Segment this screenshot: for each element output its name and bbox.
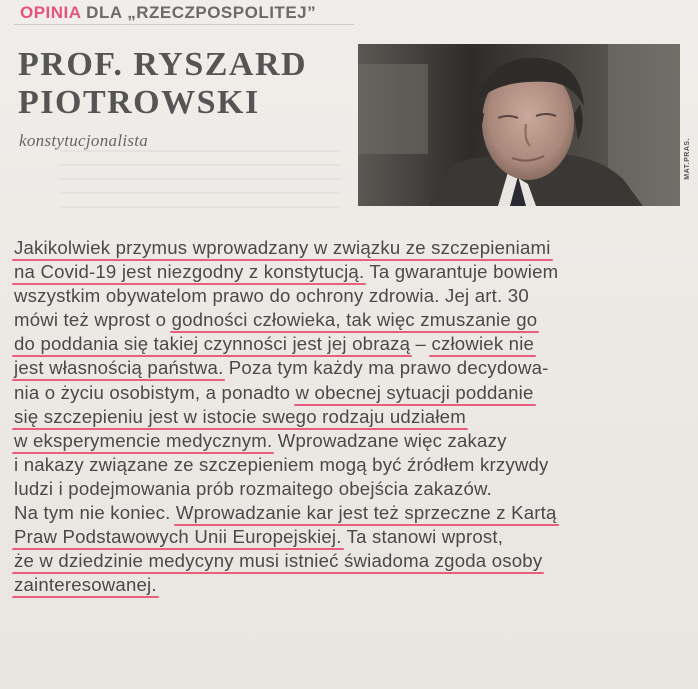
article-body — [14, 236, 694, 597]
text-segment: nia o życiu osobistym, a ponadto — [14, 381, 296, 403]
author-name-line1: PROF. RYSZARD — [18, 46, 308, 83]
bleed-through-texture — [60, 150, 340, 220]
article-line — [14, 429, 694, 453]
text-segment: Ta stanowi wprost, — [341, 526, 504, 548]
text-segment: – — [410, 333, 432, 355]
section-kicker — [20, 3, 316, 23]
article-line — [14, 477, 694, 501]
underlined-text: jest własnością państwa. — [14, 357, 224, 379]
article-line — [14, 501, 694, 525]
text-segment: Na tym nie koniec. — [14, 502, 176, 524]
underlined-text: Wprowadzanie kar jest też sprzeczne z Kartą — [175, 502, 557, 524]
underlined-text: na Covid-19 jest niezgodny z konstytucją. — [14, 261, 365, 283]
underlined-text: zainteresowanej. — [14, 574, 157, 596]
article-line — [14, 236, 694, 260]
underlined-text: że w dziedzinie medycyny musi istnieć świadoma zgoda osoby — [14, 550, 543, 572]
text-segment: Poza tym każdy ma prawo decydowa- — [223, 357, 549, 379]
article-line — [14, 573, 694, 597]
author-role: konstytucjonalista — [19, 131, 149, 150]
kicker-dla-rzeczpospolitej: DLA „RZECZPOSPOLITEJ” — [86, 3, 317, 22]
article-line — [14, 284, 694, 308]
article-line — [14, 308, 694, 332]
underlined-text: Praw Podstawowych Unii Europejskiej. — [14, 526, 342, 548]
text-segment: mówi też wprost o — [14, 309, 172, 331]
portrait-image — [358, 44, 680, 206]
article-line — [14, 525, 694, 549]
article-line — [14, 260, 694, 284]
top-rule — [14, 24, 354, 25]
text-segment: ludzi i podejmowania prób rozmaitego obejścia zakazów. — [14, 477, 492, 499]
underlined-text: się szczepieniu jest w istocie swego rodzaju udziałem — [14, 405, 466, 427]
underlined-text: Jakikolwiek przymus wprowadzany w związku ze szczepieniami — [14, 237, 551, 258]
author-photo — [358, 44, 680, 206]
text-segment: wszystkim obywatelom prawo do ochrony zdrowia. Jej art. 30 — [14, 285, 529, 307]
kicker-opinia: OPINIA — [20, 3, 81, 22]
article-line — [14, 356, 694, 380]
underlined-text: w obecnej sytuacji poddanie — [295, 381, 534, 403]
text-segment: i nakazy związane ze szczepieniem mogą być źródłem krzywdy — [14, 453, 549, 475]
text-segment: Ta gwarantuje bowiem — [364, 261, 559, 283]
author-name — [18, 46, 307, 122]
underlined-text: godności człowieka, tak więc zmuszanie go — [171, 309, 538, 331]
article-line — [14, 381, 694, 405]
article-line — [14, 549, 694, 573]
text-segment: Wprowadzane więc zakazy — [272, 429, 507, 451]
author-name-line2: PIOTROWSKI — [18, 84, 260, 121]
article-line — [14, 332, 694, 356]
photo-credit: MAT.PRAS. — [684, 138, 691, 180]
underlined-text: człowiek nie — [431, 333, 535, 355]
article-line — [14, 453, 694, 477]
article-line — [14, 405, 694, 429]
underlined-text: do poddania się takiej czynności jest jej obrazą — [14, 333, 411, 355]
underlined-text: w eksperymencie medycznym. — [14, 429, 273, 451]
